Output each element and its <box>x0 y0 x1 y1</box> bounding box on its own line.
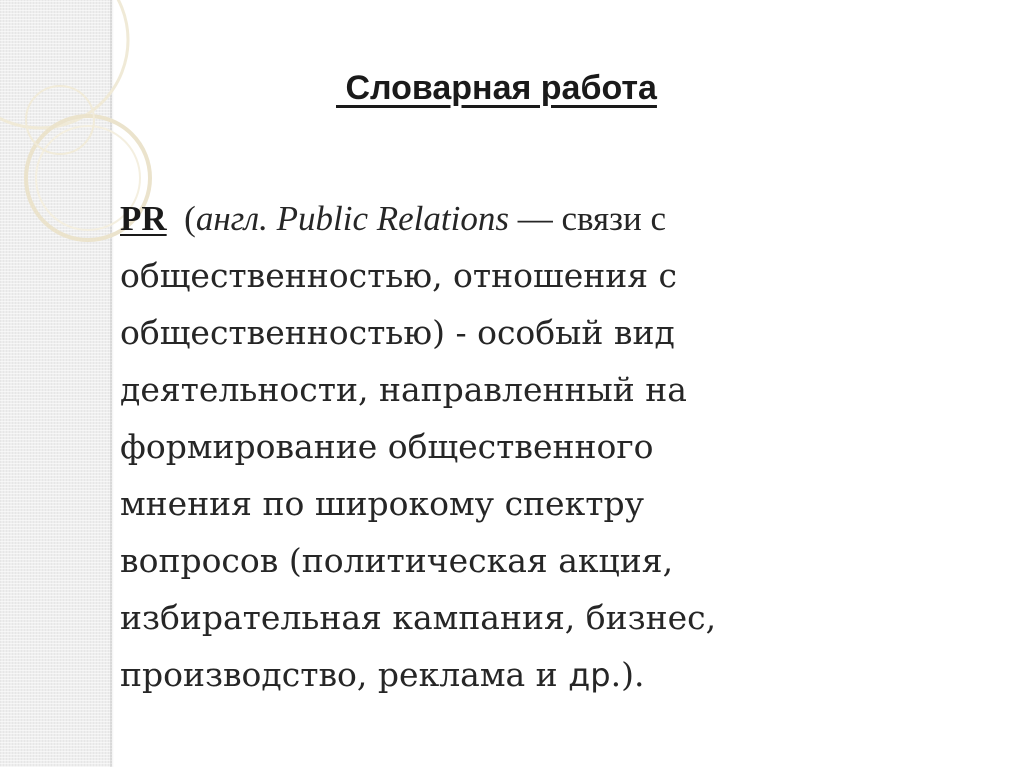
definition-text <box>120 190 1000 704</box>
open-paren: ( <box>166 199 196 238</box>
definition-line-7: избирательная кампания, бизнес, <box>120 598 717 637</box>
definition-line-8-end: .). <box>610 655 645 694</box>
definition-line-8-start: производство, реклама и <box>120 655 569 694</box>
term-pr: PR <box>120 199 167 238</box>
definition-line-3: деятельности, направленный на <box>120 370 687 409</box>
definition-line-6: вопросов (политическая акция, <box>120 541 674 580</box>
dash-part: — связи с <box>508 199 666 238</box>
ring-small <box>26 86 94 154</box>
abbr-dr: др <box>568 656 611 694</box>
ring-large <box>0 0 128 128</box>
definition-line-5: мнения по широкому спектру <box>120 484 645 523</box>
definition-line-4: формирование общественного <box>120 427 654 466</box>
abbr-italic: англ. Public Relations <box>195 199 509 238</box>
definition-line-2: общественностью) - особый вид <box>120 313 675 352</box>
definition-line-1: общественностью, отношения с <box>120 256 678 295</box>
slide-title: Словарная работа <box>336 69 657 107</box>
